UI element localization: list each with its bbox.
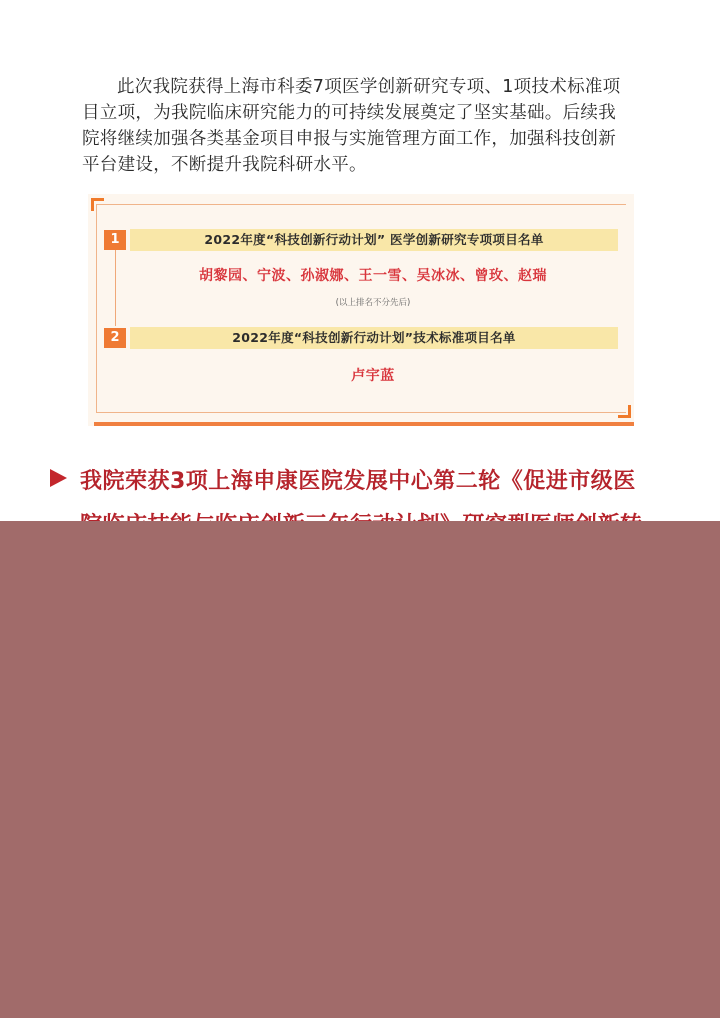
box-bottom-bar bbox=[94, 422, 634, 426]
box-frame-left bbox=[96, 204, 97, 413]
list-title-bar: 2022年度“科技创新行动计划”技术标准项目名单 bbox=[130, 327, 618, 349]
heading-line: 我院荣获3项上海申康医院发展中心第二轮《促进市级医 bbox=[80, 469, 636, 494]
intro-line: 平台建设，不断提升我院科研水平。 bbox=[82, 155, 367, 175]
list-number-badge: 1 bbox=[104, 230, 126, 250]
list-number-badge: 2 bbox=[104, 328, 126, 348]
project-list-box bbox=[88, 194, 634, 426]
researcher-names: 胡黎园、宁波、孙淑娜、王一雪、吴冰冰、曾玫、赵瑞 bbox=[199, 268, 547, 284]
intro-line: 目立项，为我院临床研究能力的可持续发展奠定了坚实基础。后续我 bbox=[82, 103, 616, 123]
intro-paragraph bbox=[82, 74, 642, 178]
corner-bracket-icon bbox=[618, 405, 631, 418]
researcher-names: 卢宇蓝 bbox=[351, 368, 395, 384]
corner-bracket-icon bbox=[91, 198, 104, 211]
intro-line: 院将继续加强各类基金项目申报与实施管理方面工作，加强科技创新 bbox=[82, 129, 616, 149]
connector-line bbox=[115, 240, 116, 326]
list-title-bar: 2022年度“科技创新行动计划” 医学创新研究专项项目名单 bbox=[130, 229, 618, 251]
ranking-note: (以上排名不分先后) bbox=[335, 298, 411, 308]
intro-line: 此次我院获得上海市科委7项医学创新研究专项、1项技术标准项 bbox=[117, 77, 621, 97]
play-arrow-icon bbox=[50, 469, 67, 487]
box-frame-top bbox=[96, 204, 626, 205]
overlay-panel bbox=[0, 521, 720, 1018]
box-frame-bottom bbox=[96, 412, 626, 413]
